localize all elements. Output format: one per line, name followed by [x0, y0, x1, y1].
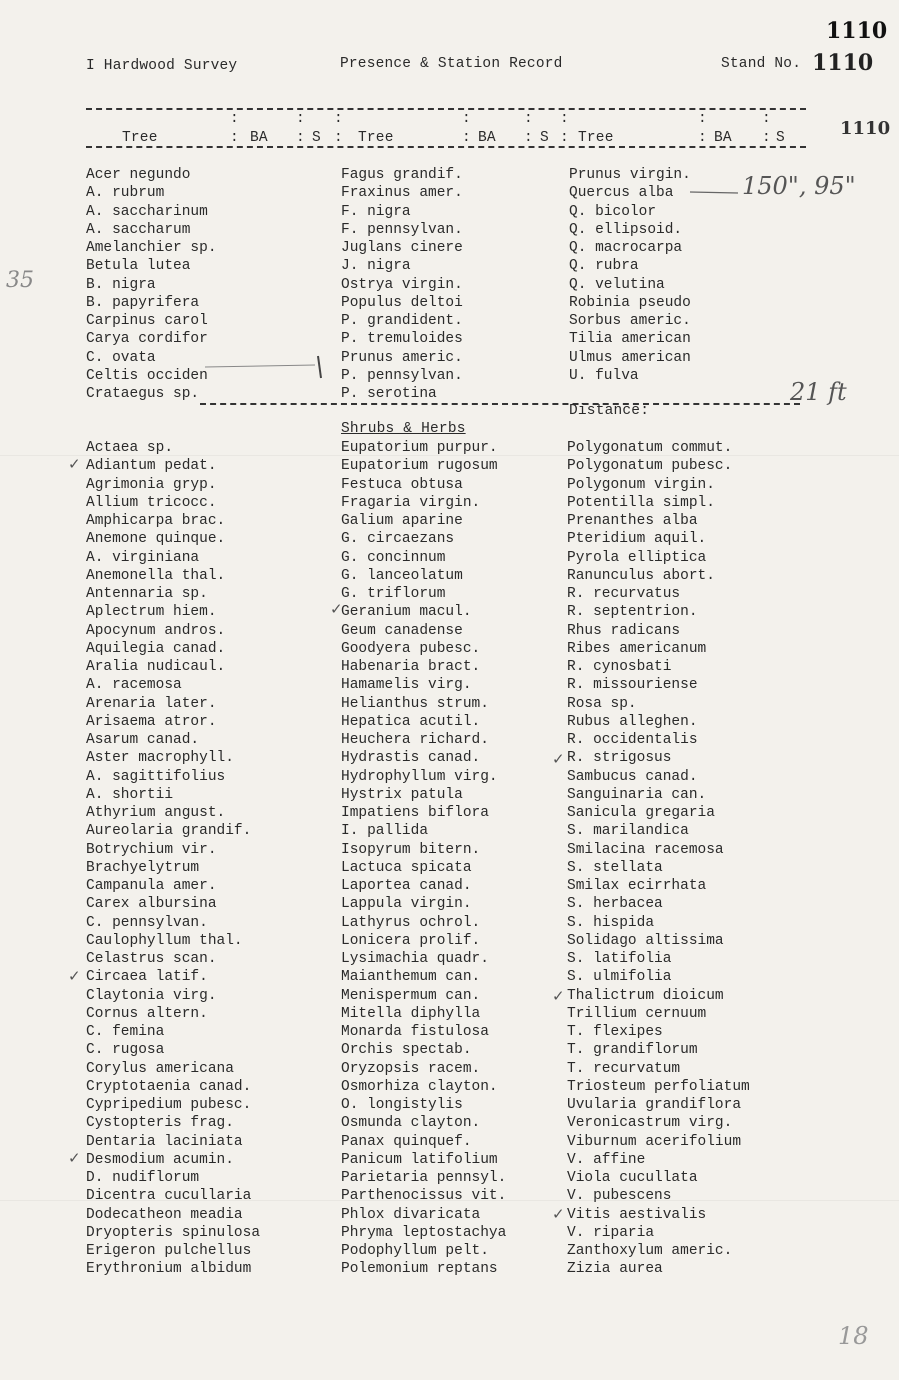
herb-species: Habenaria bract. [341, 659, 481, 675]
column-separator: : [334, 130, 343, 146]
herb-species: R. missouriense [567, 677, 698, 694]
herb-species: Carex albursina [86, 896, 217, 913]
herb-species: S. ulmifolia [567, 969, 672, 986]
tree-species: Crataegus sp. [86, 386, 200, 402]
herb-species: Dryopteris spinulosa [86, 1224, 261, 1241]
herb-species: Phlox divaricata [341, 1206, 481, 1223]
herb-species: Cystopteris frag. [86, 1115, 234, 1132]
tree-list-3 [569, 166, 691, 385]
herb-species: Monarda fistulosa [341, 1024, 489, 1040]
tree-species: A. saccharum [86, 221, 191, 238]
herb-species: I. pallida [341, 823, 429, 840]
herb-species: Parthenocissus vit. [341, 1188, 507, 1205]
herb-species: Cypripedium pubesc. [86, 1097, 252, 1113]
column-separator: : [560, 130, 569, 146]
herb-species: Menispermum can. [341, 987, 481, 1004]
checkmark-icon: ✓ [68, 455, 81, 473]
herb-species: Sambucus canad. [567, 768, 698, 785]
herb-species: T. flexipes [567, 1024, 663, 1040]
s-col-header-1: S [312, 130, 321, 146]
herb-species: Prenanthes alba [567, 513, 698, 529]
quercus-alba-note: 150", 95" [742, 172, 856, 200]
herb-species: Sanguinaria can. [567, 786, 707, 803]
stand-number-label: Stand No. [721, 56, 802, 72]
s-col-header-2: S [540, 130, 549, 146]
herb-species: Lactuca spicata [341, 859, 472, 876]
herb-species: Campanula amer. [86, 878, 217, 894]
tree-species: Q. bicolor [569, 203, 657, 220]
herb-species: Phryma leptostachya [341, 1224, 507, 1241]
herb-species: Desmodium acumin. [86, 1151, 234, 1168]
herb-species: C. femina [86, 1024, 165, 1040]
tree-species: Q. rubra [569, 258, 639, 275]
herb-species: Aureolaria grandif. [86, 823, 252, 840]
tree-species: J. nigra [341, 258, 411, 275]
herb-species: Celastrus scan. [86, 951, 217, 967]
herb-species: Isopyrum bitern. [341, 841, 481, 858]
herb-species: Polygonum virgin. [567, 476, 715, 493]
herb-species: Parietaria pennsyl. [341, 1170, 507, 1186]
tree-species: Betula lutea [86, 258, 191, 275]
herb-species: Caulophyllum thal. [86, 932, 243, 949]
herb-species: Smilacina racemosa [567, 841, 724, 858]
tree-species: Carya cordifor [86, 331, 208, 348]
tree-species: Populus deltoi [341, 294, 463, 311]
column-separator: : [524, 111, 533, 127]
tree-species: Q. macrocarpa [569, 240, 683, 256]
herb-species: Allium tricocc. [86, 494, 217, 511]
checkmark-icon: ✓ [330, 600, 343, 618]
s-col-header-3: S [776, 130, 785, 146]
tree-list-2 [341, 166, 463, 403]
column-separator: : [334, 111, 343, 127]
herb-species: A. shortii [86, 786, 174, 803]
herb-species: Impatiens biflora [341, 805, 489, 821]
tree-species: P. tremuloides [341, 331, 463, 348]
ba-col-header-1: BA [250, 130, 268, 146]
herb-species: Zanthoxylum americ. [567, 1243, 733, 1259]
herb-species: Geum canadense [341, 622, 463, 639]
herb-species: R. strigosus [567, 750, 672, 767]
herb-species: Botrychium vir. [86, 841, 217, 858]
herb-species: V. riparia [567, 1224, 655, 1241]
herb-species: Vitis aestivalis [567, 1206, 707, 1223]
checkmark-icon: ✓ [68, 1149, 81, 1167]
herb-species: Smilax ecirrhata [567, 878, 707, 894]
herb-species: Goodyera pubesc. [341, 640, 481, 657]
column-separator: : [560, 111, 569, 127]
stand-number-value: 1110 [812, 50, 874, 76]
tree-species: Quercus alba [569, 185, 674, 202]
herb-species: A. racemosa [86, 677, 182, 694]
herb-species: S. herbacea [567, 896, 663, 913]
record-title: Presence & Station Record [340, 56, 563, 72]
herb-species: Orchis spectab. [341, 1042, 472, 1059]
herb-species: Arenaria later. [86, 695, 217, 712]
herb-species: Viburnum acerifolium [567, 1133, 742, 1150]
tree-species: Carpinus carol [86, 313, 208, 329]
herb-species: Antennaria sp. [86, 586, 208, 602]
column-separator: : [698, 130, 707, 146]
tree-species: Ulmus american [569, 349, 691, 366]
tree-species: P. pennsylvan. [341, 367, 463, 384]
herb-species: Lappula virgin. [341, 896, 472, 913]
herb-species: Arisaema atror. [86, 713, 217, 730]
tree-species: Ostrya virgin. [341, 276, 463, 293]
herb-species: Zizia aurea [567, 1261, 663, 1278]
herb-species: Pteridium aquil. [567, 531, 707, 548]
herb-species: Heuchera richard. [341, 732, 489, 748]
herb-species: Actaea sp. [86, 440, 174, 456]
tree-species: Acer negundo [86, 167, 191, 183]
herb-species: Circaea latif. [86, 969, 208, 986]
herb-species: Osmorhiza clayton. [341, 1078, 498, 1095]
column-separator: : [524, 130, 533, 146]
herb-species: R. septentrion. [567, 604, 698, 621]
herb-species: Helianthus strum. [341, 695, 489, 712]
herb-species: Polemonium reptans [341, 1261, 498, 1278]
herb-species: C. rugosa [86, 1042, 165, 1059]
tree-species: Celtis occiden [86, 367, 208, 384]
checkmark-icon: ✓ [552, 1205, 565, 1223]
tree-species: Q. velutina [569, 276, 665, 293]
herb-species: Cryptotaenia canad. [86, 1078, 252, 1095]
herb-species: Aplectrum hiem. [86, 604, 217, 621]
herb-species: C. pennsylvan. [86, 914, 208, 931]
header-top-rule [86, 108, 806, 110]
column-separator: : [296, 130, 305, 146]
herb-species: Corylus americana [86, 1060, 234, 1077]
herb-species: Eupatorium purpur. [341, 440, 498, 456]
herb-species: Solidago altissima [567, 932, 724, 949]
herb-species: Veronicastrum virg. [567, 1115, 733, 1132]
tree-species: F. nigra [341, 203, 411, 220]
column-separator: : [698, 111, 707, 127]
tree-list-1 [86, 166, 217, 403]
herb-species: Geranium macul. [341, 604, 472, 621]
herb-species: Eupatorium rugosum [341, 458, 498, 475]
herb-species: Panax quinquef. [341, 1133, 472, 1150]
herb-species: Polygonatum commut. [567, 440, 733, 456]
tree-species: Sorbus americ. [569, 313, 691, 329]
herb-species: Fragaria virgin. [341, 494, 481, 511]
herb-species: Dicentra cucullaria [86, 1188, 252, 1205]
herb-species: O. longistylis [341, 1097, 463, 1113]
herb-species: Hydrophyllum virg. [341, 768, 498, 785]
herb-species: Thalictrum dioicum [567, 987, 724, 1004]
tree-species: A. saccharinum [86, 203, 208, 220]
herb-species: Triosteum perfoliatum [567, 1078, 750, 1095]
tree-species: P. grandident. [341, 313, 463, 329]
tree-species: Robinia pseudo [569, 294, 691, 311]
herb-species: Laportea canad. [341, 878, 472, 894]
distance-note: 21 ft [790, 378, 847, 406]
herb-species: Lathyrus ochrol. [341, 914, 481, 931]
shrubs-herbs-heading: Shrubs & Herbs [341, 421, 466, 437]
herb-species: Ribes americanum [567, 640, 707, 657]
herb-species: Hepatica acutil. [341, 713, 481, 730]
herb-species: T. recurvatum [567, 1060, 681, 1077]
herb-species: Amphicarpa brac. [86, 513, 226, 529]
herb-species: Anemonella thal. [86, 567, 226, 584]
herb-species: Oryzopsis racem. [341, 1060, 481, 1077]
herb-species: Viola cucullata [567, 1170, 698, 1186]
tree-col-header-2: Tree [358, 130, 394, 146]
herb-species: S. latifolia [567, 951, 672, 967]
tree-species: B. papyrifera [86, 294, 200, 311]
herb-species: G. concinnum [341, 549, 446, 566]
herb-species: Lysimachia quadr. [341, 951, 489, 967]
herb-species: R. recurvatus [567, 586, 681, 602]
herb-species: Uvularia grandiflora [567, 1097, 742, 1113]
herb-species: A. virginiana [86, 549, 200, 566]
column-separator: : [296, 111, 305, 127]
tree-species: Prunus virgin. [569, 167, 691, 183]
herb-species: Agrimonia gryp. [86, 476, 217, 493]
ba-col-header-2: BA [478, 130, 496, 146]
herb-species: S. hispida [567, 914, 655, 931]
page-number: 18 [838, 1322, 869, 1350]
tree-species: Fagus grandif. [341, 167, 463, 183]
herb-species: Hamamelis virg. [341, 677, 472, 694]
tree-species: Prunus americ. [341, 349, 463, 366]
herb-species: Claytonia virg. [86, 987, 217, 1004]
tree-col-header-1: Tree [122, 130, 158, 146]
herb-species: R. cynosbati [567, 659, 672, 675]
herb-species: S. stellata [567, 859, 663, 876]
herb-species: Potentilla simpl. [567, 494, 715, 511]
herb-species: Rosa sp. [567, 695, 637, 712]
herb-species: Athyrium angust. [86, 805, 226, 821]
margin-note: 35 [6, 268, 34, 293]
herb-species: Ranunculus abort. [567, 567, 715, 584]
herb-list-2 [341, 439, 506, 1279]
herb-species: Asarum canad. [86, 732, 200, 748]
herb-species: Polygonatum pubesc. [567, 458, 733, 475]
column-separator: : [462, 111, 471, 127]
herb-species: Adiantum pedat. [86, 458, 217, 475]
column-separator: : [230, 111, 239, 127]
tree-species: Amelanchier sp. [86, 240, 217, 256]
column-separator: : [762, 111, 771, 127]
tree-species: C. ovata [86, 349, 156, 366]
header-bottom-rule [86, 146, 806, 148]
herb-species: Aralia nudicaul. [86, 659, 226, 675]
tree-species: Tilia american [569, 331, 691, 348]
tree-species: F. pennsylvan. [341, 221, 463, 238]
distance-label: Distance: [569, 403, 650, 419]
herb-species: Erythronium albidum [86, 1261, 252, 1278]
herb-species: R. occidentalis [567, 732, 698, 748]
herb-species: V. affine [567, 1151, 646, 1168]
herb-list-1 [86, 439, 260, 1279]
stand-number-stamp: 1110 [840, 118, 891, 139]
herb-species: Brachyelytrum [86, 859, 200, 876]
checkmark-icon: ✓ [552, 750, 565, 768]
herb-species: A. sagittifolius [86, 768, 226, 785]
tree-species: P. serotina [341, 386, 437, 402]
herb-species: Erigeron pulchellus [86, 1243, 252, 1259]
herb-species: G. triflorum [341, 586, 446, 602]
tree-species: Fraxinus amer. [341, 185, 463, 202]
herb-species: Aquilegia canad. [86, 640, 226, 657]
herb-species: D. nudiflorum [86, 1170, 200, 1186]
herb-species: V. pubescens [567, 1188, 672, 1205]
herb-species: Apocynum andros. [86, 622, 226, 639]
tree-species: U. fulva [569, 367, 639, 384]
tree-species: Q. ellipsoid. [569, 221, 683, 238]
herb-species: Mitella diphylla [341, 1005, 481, 1022]
tree-col-header-3: Tree [578, 130, 614, 146]
herb-species: Hydrastis canad. [341, 750, 481, 767]
herb-species: Osmunda clayton. [341, 1115, 481, 1132]
herb-species: Lonicera prolif. [341, 932, 481, 949]
column-separator: : [230, 130, 239, 146]
herb-species: Dentaria laciniata [86, 1133, 243, 1150]
herb-species: Festuca obtusa [341, 476, 463, 493]
herb-species: Rhus radicans [567, 622, 681, 639]
herb-species: G. lanceolatum [341, 567, 463, 584]
trees-bottom-rule [200, 403, 800, 405]
herb-species: T. grandiflorum [567, 1042, 698, 1059]
herb-species: Aster macrophyll. [86, 750, 234, 767]
herb-species: Podophyllum pelt. [341, 1243, 489, 1259]
herb-species: Maianthemum can. [341, 969, 481, 986]
herb-species: Pyrola elliptica [567, 549, 707, 566]
herb-species: G. circaezans [341, 531, 455, 548]
herb-species: Sanicula gregaria [567, 805, 715, 821]
tree-species: Juglans cinere [341, 240, 463, 256]
stand-number-corner: 1110 [826, 18, 888, 44]
column-separator: : [762, 130, 771, 146]
herb-species: Galium aparine [341, 513, 463, 529]
tree-species: A. rubrum [86, 185, 165, 202]
herb-species: S. marilandica [567, 823, 689, 840]
column-separator: : [462, 130, 471, 146]
tree-species: B. nigra [86, 276, 156, 293]
herb-species: Panicum latifolium [341, 1151, 498, 1168]
checkmark-icon: ✓ [68, 967, 81, 985]
herb-list-3 [567, 439, 750, 1279]
herb-species: Cornus altern. [86, 1005, 208, 1022]
herb-species: Rubus alleghen. [567, 713, 698, 730]
herb-species: Anemone quinque. [86, 531, 226, 548]
survey-title: I Hardwood Survey [86, 58, 238, 74]
herb-species: Hystrix patula [341, 786, 463, 803]
herb-species: Trillium cernuum [567, 1005, 707, 1022]
herb-species: Dodecatheon meadia [86, 1206, 243, 1223]
ba-col-header-3: BA [714, 130, 732, 146]
checkmark-icon: ✓ [552, 987, 565, 1005]
